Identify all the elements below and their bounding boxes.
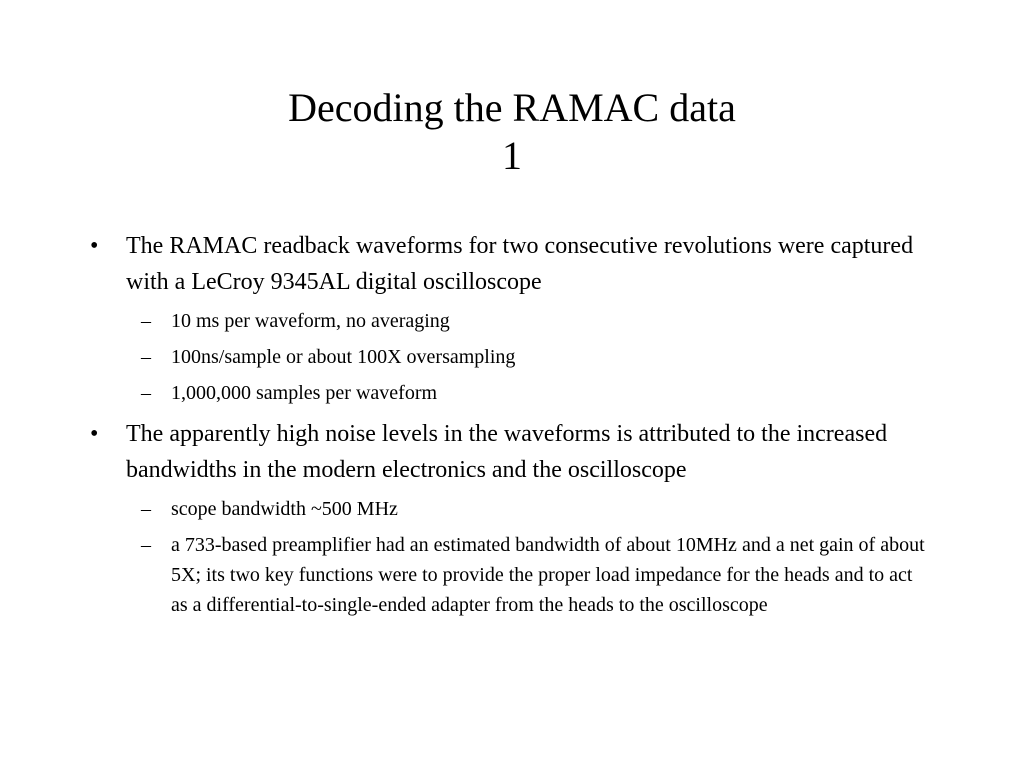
slide-body: [0, 228, 1024, 620]
bullet-marker: •: [90, 233, 99, 259]
sub-bullet-marker: –: [141, 346, 151, 368]
slide-title-line-2: 1: [502, 133, 522, 178]
sub-bullet-text: scope bandwidth ~500 MHz: [171, 498, 398, 520]
bullet-text: The apparently high noise levels in the waveforms is attributed to the increased bandwidths in the modern electronics and the oscilloscope: [126, 421, 888, 483]
sub-bullet-marker: –: [141, 498, 151, 520]
sub-bullet-text: 100ns/sample or about 100X oversampling: [171, 346, 516, 368]
bullet-item: [0, 228, 926, 300]
sub-bullet-item: [0, 530, 931, 620]
bullet-item: [0, 416, 926, 488]
sub-bullet-marker: –: [141, 534, 151, 556]
sub-bullet-marker: –: [141, 310, 151, 332]
sub-bullet-text: 1,000,000 samples per waveform: [171, 382, 438, 404]
sub-bullet-item: [0, 494, 931, 524]
sub-bullet-marker: –: [141, 382, 151, 404]
sub-bullet-item: [0, 378, 931, 408]
slide-title: [0, 84, 1024, 180]
sub-bullet-item: [0, 342, 931, 372]
sub-bullet-text: 10 ms per waveform, no averaging: [171, 310, 450, 332]
sub-bullet-text: a 733-based preamplifier had an estimated bandwidth of about 10MHz and a net gain of about 5X; its two key functions were to provide the proper load impedance for the heads and to act as a differential-to-single-ended adapter from the heads to the oscilloscope: [171, 534, 925, 616]
slide-title-line-1: Decoding the RAMAC data: [288, 85, 736, 130]
sub-bullet-item: [0, 306, 931, 336]
bullet-marker: •: [90, 421, 99, 447]
bullet-text: The RAMAC readback waveforms for two consecutive revolutions were captured with a LeCroy 9345AL digital oscilloscope: [126, 233, 914, 295]
